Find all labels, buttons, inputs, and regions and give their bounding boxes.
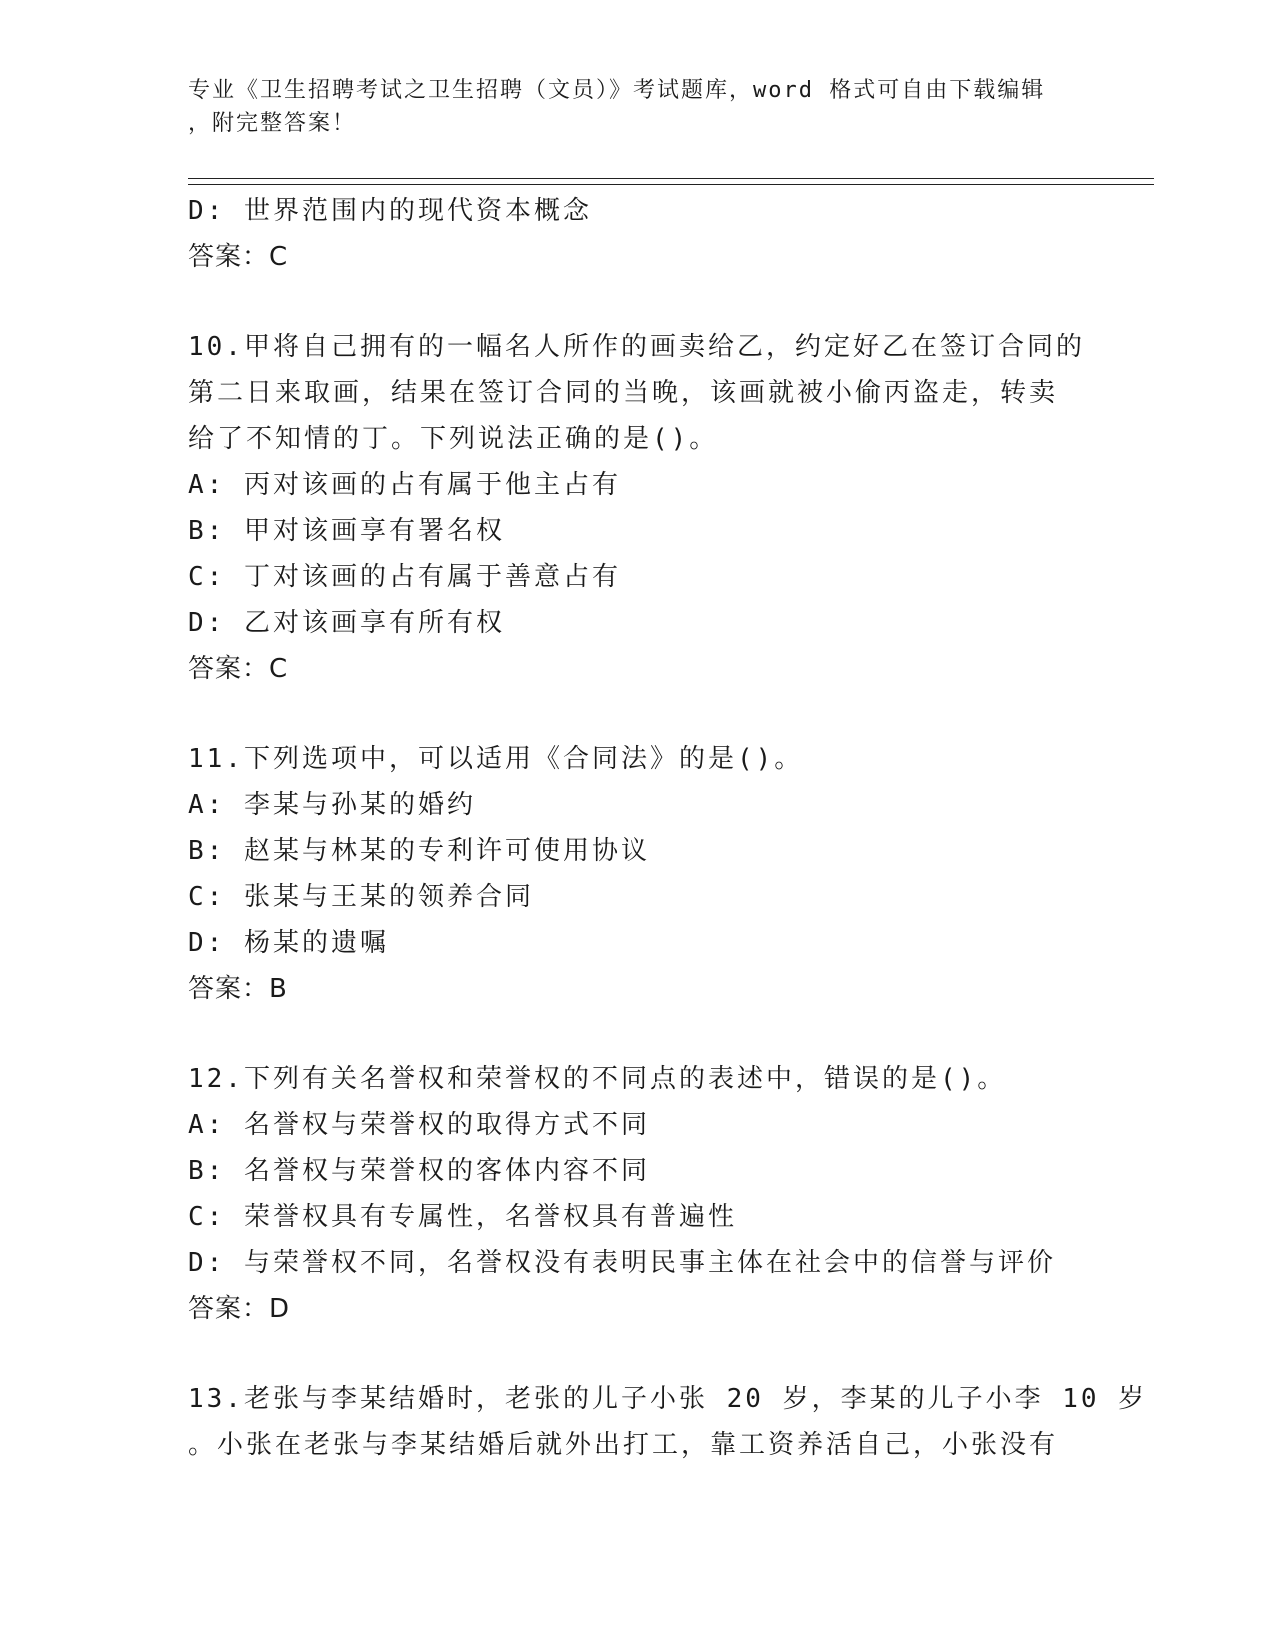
question-10 [188,324,1088,692]
answer: 答案：D [188,1294,291,1324]
spacer [188,1012,1088,1056]
header-double-rule [188,178,1154,185]
spacer [188,692,1088,736]
option-c: C: 荣誉权具有专属性，名誉权具有普遍性 [188,1202,737,1232]
option-a: A: 名誉权与荣誉权的取得方式不同 [188,1110,650,1140]
answer: 答案：C [188,242,289,272]
header-line-1: 专业《卫生招聘考试之卫生招聘（文员）》考试题库，word 格式可自由下载编辑 [188,78,1046,103]
question-11 [188,736,1088,1012]
answer: 答案：C [188,654,289,684]
spacer [188,1332,1088,1376]
question-13 [188,1376,1148,1468]
option-a: A: 丙对该画的占有属于他主占有 [188,470,621,500]
document-header [188,74,1068,140]
option-c: C: 丁对该画的占有属于善意占有 [188,562,621,592]
question-stem-line: 。小张在老张与李某结婚后就外出打工，靠工资养活自己，小张没有 [188,1430,1059,1460]
option-c: C: 张某与王某的领养合同 [188,882,534,912]
question-stem-line: 第二日来取画，结果在签订合同的当晚，该画就被小偷丙盗走，转卖 [188,378,1059,408]
option-b: B: 名誉权与荣誉权的客体内容不同 [188,1156,650,1186]
header-line-2: ，附完整答案！ [188,111,357,136]
question-stem-line: 给了不知情的丁。下列说法正确的是()。 [188,424,719,454]
question-9-tail [188,188,1088,280]
option-a: A: 李某与孙某的婚约 [188,790,476,820]
option-d: D: 乙对该画享有所有权 [188,608,505,638]
option-b: B: 赵某与林某的专利许可使用协议 [188,836,650,866]
question-12 [188,1056,1088,1332]
answer: 答案：B [188,974,288,1004]
question-stem-line: 10.甲将自己拥有的一幅名人所作的画卖给乙，约定好乙在签订合同的 [188,332,1085,362]
question-stem-line: 11.下列选项中，可以适用《合同法》的是()。 [188,744,804,774]
spacer [188,280,1088,324]
option-d: D: 与荣誉权不同，名誉权没有表明民事主体在社会中的信誉与评价 [188,1248,1056,1278]
option-b: B: 甲对该画享有署名权 [188,516,505,546]
option-d: D: 世界范围内的现代资本概念 [188,196,592,226]
option-d: D: 杨某的遗嘱 [188,928,389,958]
document-body [188,188,1148,1468]
question-stem-line: 13.老张与李某结婚时，老张的儿子小张 20 岁，李某的儿子小李 10 岁 [188,1384,1148,1414]
question-stem-line: 12.下列有关名誉权和荣誉权的不同点的表述中，错误的是()。 [188,1064,1007,1094]
